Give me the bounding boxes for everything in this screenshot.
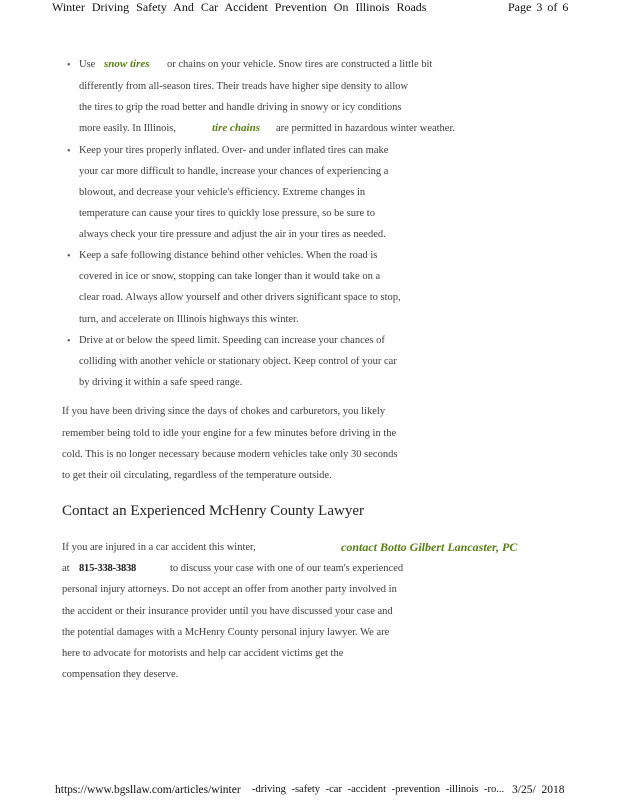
footer-url-path: -driving -safety -car -accident -prevention -illinois -ro... — [252, 784, 505, 795]
paragraph-line: at — [62, 563, 70, 574]
list-item-text: always check your tire pressure and adjust the air in your tires as needed. — [79, 229, 386, 240]
paragraph-line: remember being told to idle your engine for a few minutes before driving in the — [62, 428, 397, 439]
paragraph-line: to discuss your case with one of our team's experienced — [170, 563, 404, 574]
phone-number[interactable]: 815-338-3838 — [79, 563, 137, 574]
bullet-marker: • — [67, 60, 71, 71]
list-item-text: are permitted in hazardous winter weather. — [276, 123, 456, 134]
paragraph-line: cold. This is no longer necessary because modern vehicles take only 30 seconds — [62, 449, 398, 460]
bullet-marker: • — [67, 251, 71, 262]
list-item-text: turn, and accelerate on Illinois highways this winter. — [79, 314, 299, 325]
paragraph-line: compensation they deserve. — [62, 669, 179, 680]
list-item-text: Keep your tires properly inflated. Over- and under inflated tires can make — [79, 145, 389, 156]
list-item-text: blowout, and decrease your vehicle's efficiency. Extreme changes in — [79, 187, 366, 198]
footer-url: https://www.bgsllaw.com/articles/winter — [55, 784, 241, 796]
list-item-text: or chains on your vehicle. Snow tires are constructed a little bit — [167, 59, 433, 70]
list-item-text: temperature can cause your tires to quickly lose pressure, so be sure to — [79, 208, 375, 219]
list-item-text: Drive at or below the speed limit. Speeding can increase your chances of — [79, 335, 385, 346]
footer-date: 3/25/ 2018 — [512, 784, 565, 796]
list-item-text: differently from all-season tires. Their treads have higher sipe density to allow — [79, 81, 409, 92]
list-item-text: Keep a safe following distance behind other vehicles. When the road is — [79, 250, 378, 261]
list-item-text: more easily. In Illinois, — [79, 123, 177, 134]
page-number: Page 3 of 6 — [508, 0, 569, 14]
list-item-text: by driving it within a safe speed range. — [79, 377, 243, 388]
list-item-text: your car more difficult to handle, increase your chances of experiencing a — [79, 166, 389, 177]
paragraph-line: If you have been driving since the days of chokes and carburetors, you likely — [62, 406, 386, 417]
list-item-text: clear road. Always allow yourself and other drivers significant space to stop, — [79, 292, 401, 303]
list-item-text: the tires to grip the road better and handle driving in snowy or icy conditions — [79, 102, 402, 113]
section-heading: Contact an Experienced McHenry County Lawyer — [62, 503, 364, 519]
paragraph-line: the accident or their insurance provider until you have discussed your case and — [62, 606, 393, 617]
bullet-marker: • — [67, 146, 71, 157]
paragraph-line: here to advocate for motorists and help car accident victims get the — [62, 648, 344, 659]
contact-link[interactable]: contact Botto Gilbert Lancaster, PC — [341, 540, 518, 554]
list-item-text: colliding with another vehicle or stationary object. Keep control of your car — [79, 356, 397, 367]
page-header-title: Winter Driving Safety And Car Accident Prevention On Illinois Roads — [52, 0, 427, 14]
tire-chains-link[interactable]: tire chains — [212, 122, 260, 134]
snow-tires-link[interactable]: snow tires — [104, 58, 150, 70]
paragraph-line: If you are injured in a car accident this winter, — [62, 542, 256, 553]
list-item-text: Use — [79, 59, 96, 70]
paragraph-line: to get their oil circulating, regardless of the temperature outside. — [62, 470, 332, 481]
bullet-marker: • — [67, 336, 71, 347]
paragraph-line: the potential damages with a McHenry County personal injury lawyer. We are — [62, 627, 390, 638]
list-item-text: covered in ice or snow, stopping can take longer than it would take on a — [79, 271, 381, 282]
paragraph-line: personal injury attorneys. Do not accept an offer from another party involved in — [62, 584, 397, 595]
